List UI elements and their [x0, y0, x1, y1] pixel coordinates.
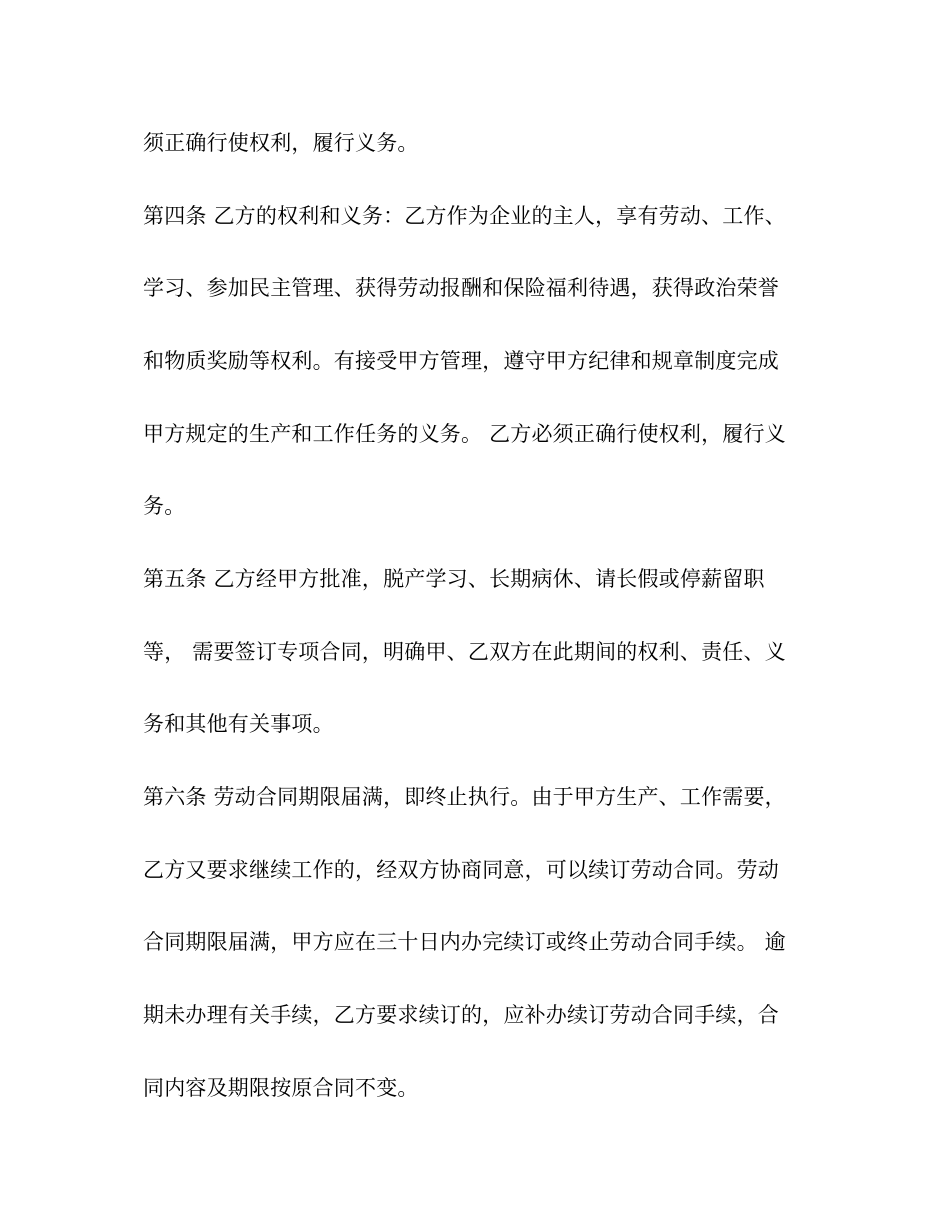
article-6-heading-line: 第六条 劳动合同期限届满，即终止执行。由于甲方生产、工作需要， — [143, 785, 786, 809]
article-4-heading-line: 第四条 乙方的权利和义务：乙方作为企业的主人，享有劳动、工作、 — [143, 204, 786, 228]
article-5-heading-line: 第五条 乙方经甲方批准，脱产学习、长期病休、请长假或停薪留职 — [143, 567, 765, 591]
text-line: 甲方规定的生产和工作任务的义务。 乙方必须正确行使权利，履行义 — [143, 422, 786, 446]
text-line: 合同期限届满，甲方应在三十日内办完续订或终止劳动合同手续。 逾 — [143, 930, 786, 954]
text-line: 须正确行使权利，履行义务。 — [143, 131, 419, 155]
text-line: 学习、参加民主管理、获得劳动报酬和保险福利待遇，获得政治荣誉 — [143, 276, 779, 300]
text-line: 等， 需要签订专项合同，明确甲、乙双方在此期间的权利、责任、义 — [143, 640, 786, 664]
text-line: 期未办理有关手续，乙方要求续订的，应补办续订劳动合同手续，合 — [143, 1003, 779, 1027]
text-line: 务。 — [143, 494, 186, 518]
text-line: 和物质奖励等权利。有接受甲方管理，遵守甲方纪律和规章制度完成 — [143, 349, 779, 373]
text-line: 务和其他有关事项。 — [143, 712, 334, 736]
text-line: 乙方又要求继续工作的，经双方协商同意，可以续订劳动合同。劳动 — [143, 858, 779, 882]
text-line: 同内容及期限按原合同不变。 — [143, 1076, 419, 1100]
